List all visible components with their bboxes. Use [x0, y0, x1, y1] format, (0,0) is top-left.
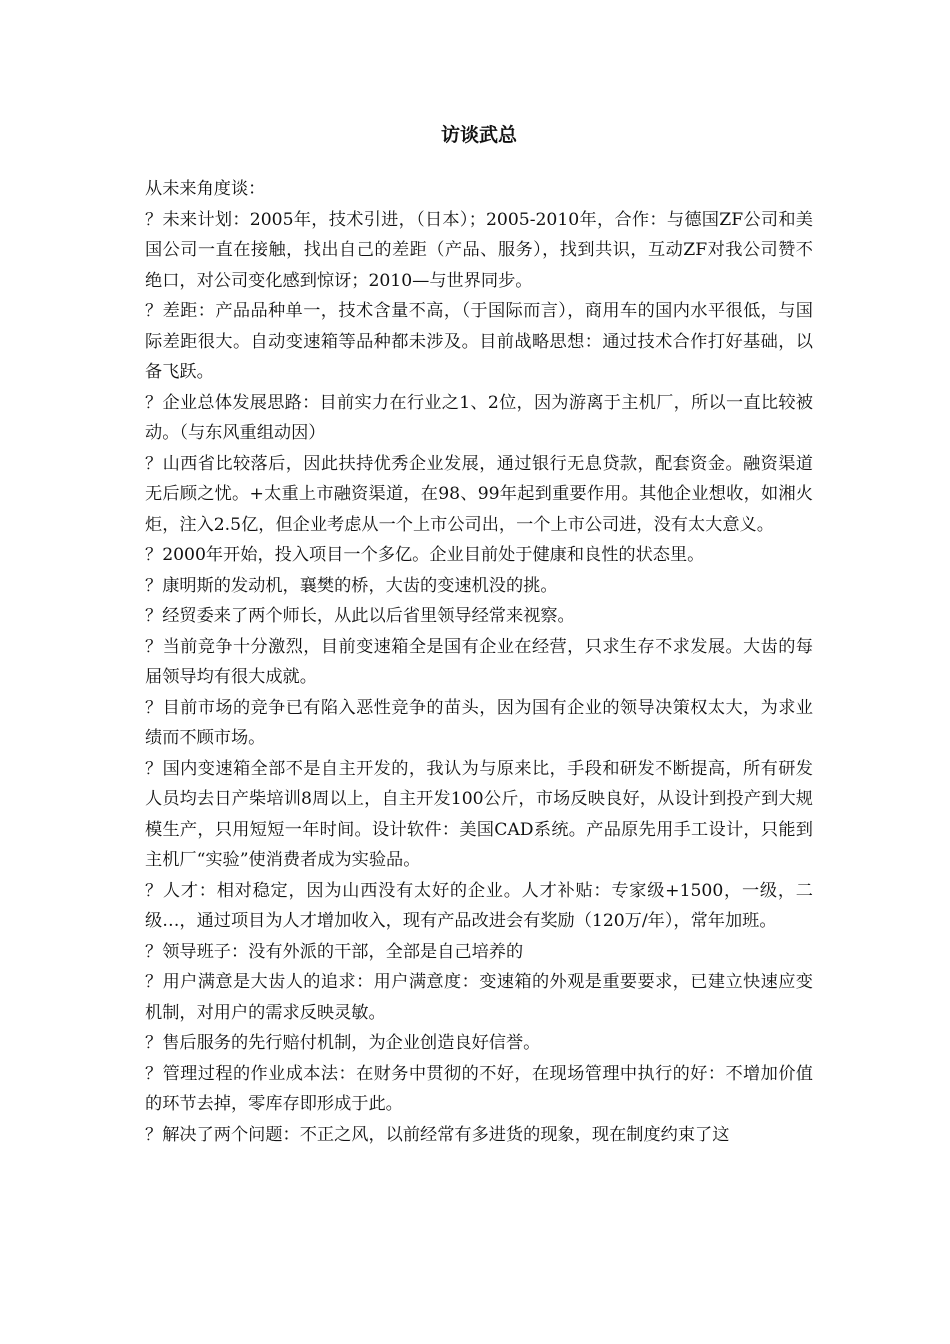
paragraph-development-strategy: ？企业总体发展思路：目前实力在行业之1、2位，因为游离于主机厂，所以一直比较被动。（与东风重组动因）	[145, 392, 813, 443]
document-title: 访谈武总	[440, 124, 517, 146]
paragraph-intro: 从未来角度谈：	[145, 179, 266, 199]
paragraph-customer-satisfaction: ？用户满意是大齿人的追求：用户满意度：变速箱的外观是重要要求，已建立快速应变机制，对用户的需求反映灵敏。	[145, 972, 813, 1023]
paragraph-activity-costing: ？管理过程的作业成本法：在财务中贯彻的不好，在现场管理中执行的好：不增加价值的环节去掉，零库存即形成于此。	[145, 1063, 813, 1114]
paragraph-market-risk: ？目前市场的竞争已有陷入恶性竞争的苗头，因为国有企业的领导决策权太大，为求业绩而不顾市场。	[145, 697, 813, 748]
document-body	[145, 174, 813, 1150]
paragraph-leadership-visits: ？经贸委来了两个师长，从此以后省里领导经常来视察。	[145, 606, 575, 626]
paragraph-shanxi-financing: ？山西省比较落后，因此扶持优秀企业发展，通过银行无息贷款，配套资金。融资渠道无后顾之忧。+太重上市融资渠道，在98、99年起到重要作用。其他企业想收，如湘火炬，注入2.5亿，但企业考虑从一个上市公司出，一个上市公司进，没有太大意义。	[145, 453, 813, 535]
paragraph-leadership-team: ？领导班子：没有外派的干部，全部是自己培养的	[145, 941, 524, 962]
document-page	[145, 118, 813, 1150]
paragraph-investment-2000: ？2000年开始，投入项目一个多亿。企业目前处于健康和良性的状态里。	[145, 545, 705, 565]
paragraph-competition: ？当前竞争十分激烈，目前变速箱全是国有企业在经营，只求生存不求发展。大齿的每届领导均有很大成就。	[145, 636, 813, 687]
paragraph-rnd: ？国内变速箱全部不是自主开发的，我认为与原来比，手段和研发不断提高，所有研发人员均去日产柴培训8周以上，自主开发100公斤，市场反映良好，从设计到投产到大规模生产，只用短短一年时间。设计软件：美国CAD系统。产品原先用手工设计，只能到主机厂“实验”使消费者成为实验品。	[145, 758, 813, 870]
paragraph-talent: ？人才：相对稳定，因为山西没有太好的企业。人才补贴：专家级+1500，一级，二级…，通过项目为人才增加收入，现有产品改进会有奖励（120万/年），常年加班。	[145, 880, 813, 931]
paragraph-two-problems: ？解决了两个问题：不正之风，以前经常有多进货的现象，现在制度约束了这	[145, 1124, 730, 1145]
paragraph-gap: ？差距：产品品种单一，技术含量不高，（于国际而言），商用车的国内水平很低，与国际差距很大。自动变速箱等品种都未涉及。目前战略思想：通过技术合作打好基础，以备飞跃。	[145, 301, 813, 382]
paragraph-after-sales: ？售后服务的先行赔付机制，为企业创造良好信誉。	[145, 1033, 541, 1053]
paragraph-future-plan: ？未来计划：2005年，技术引进，（日本）；2005-2010年，合作：与德国ZF公司和美国公司一直在接触，找出自己的差距（产品、服务），找到共识，互动ZF对我公司赞不绝口，对公司变化感到惊讶；2010—与世界同步。	[145, 209, 813, 291]
paragraph-components: ？康明斯的发动机，襄樊的桥，大齿的变速机没的挑。	[145, 575, 558, 596]
